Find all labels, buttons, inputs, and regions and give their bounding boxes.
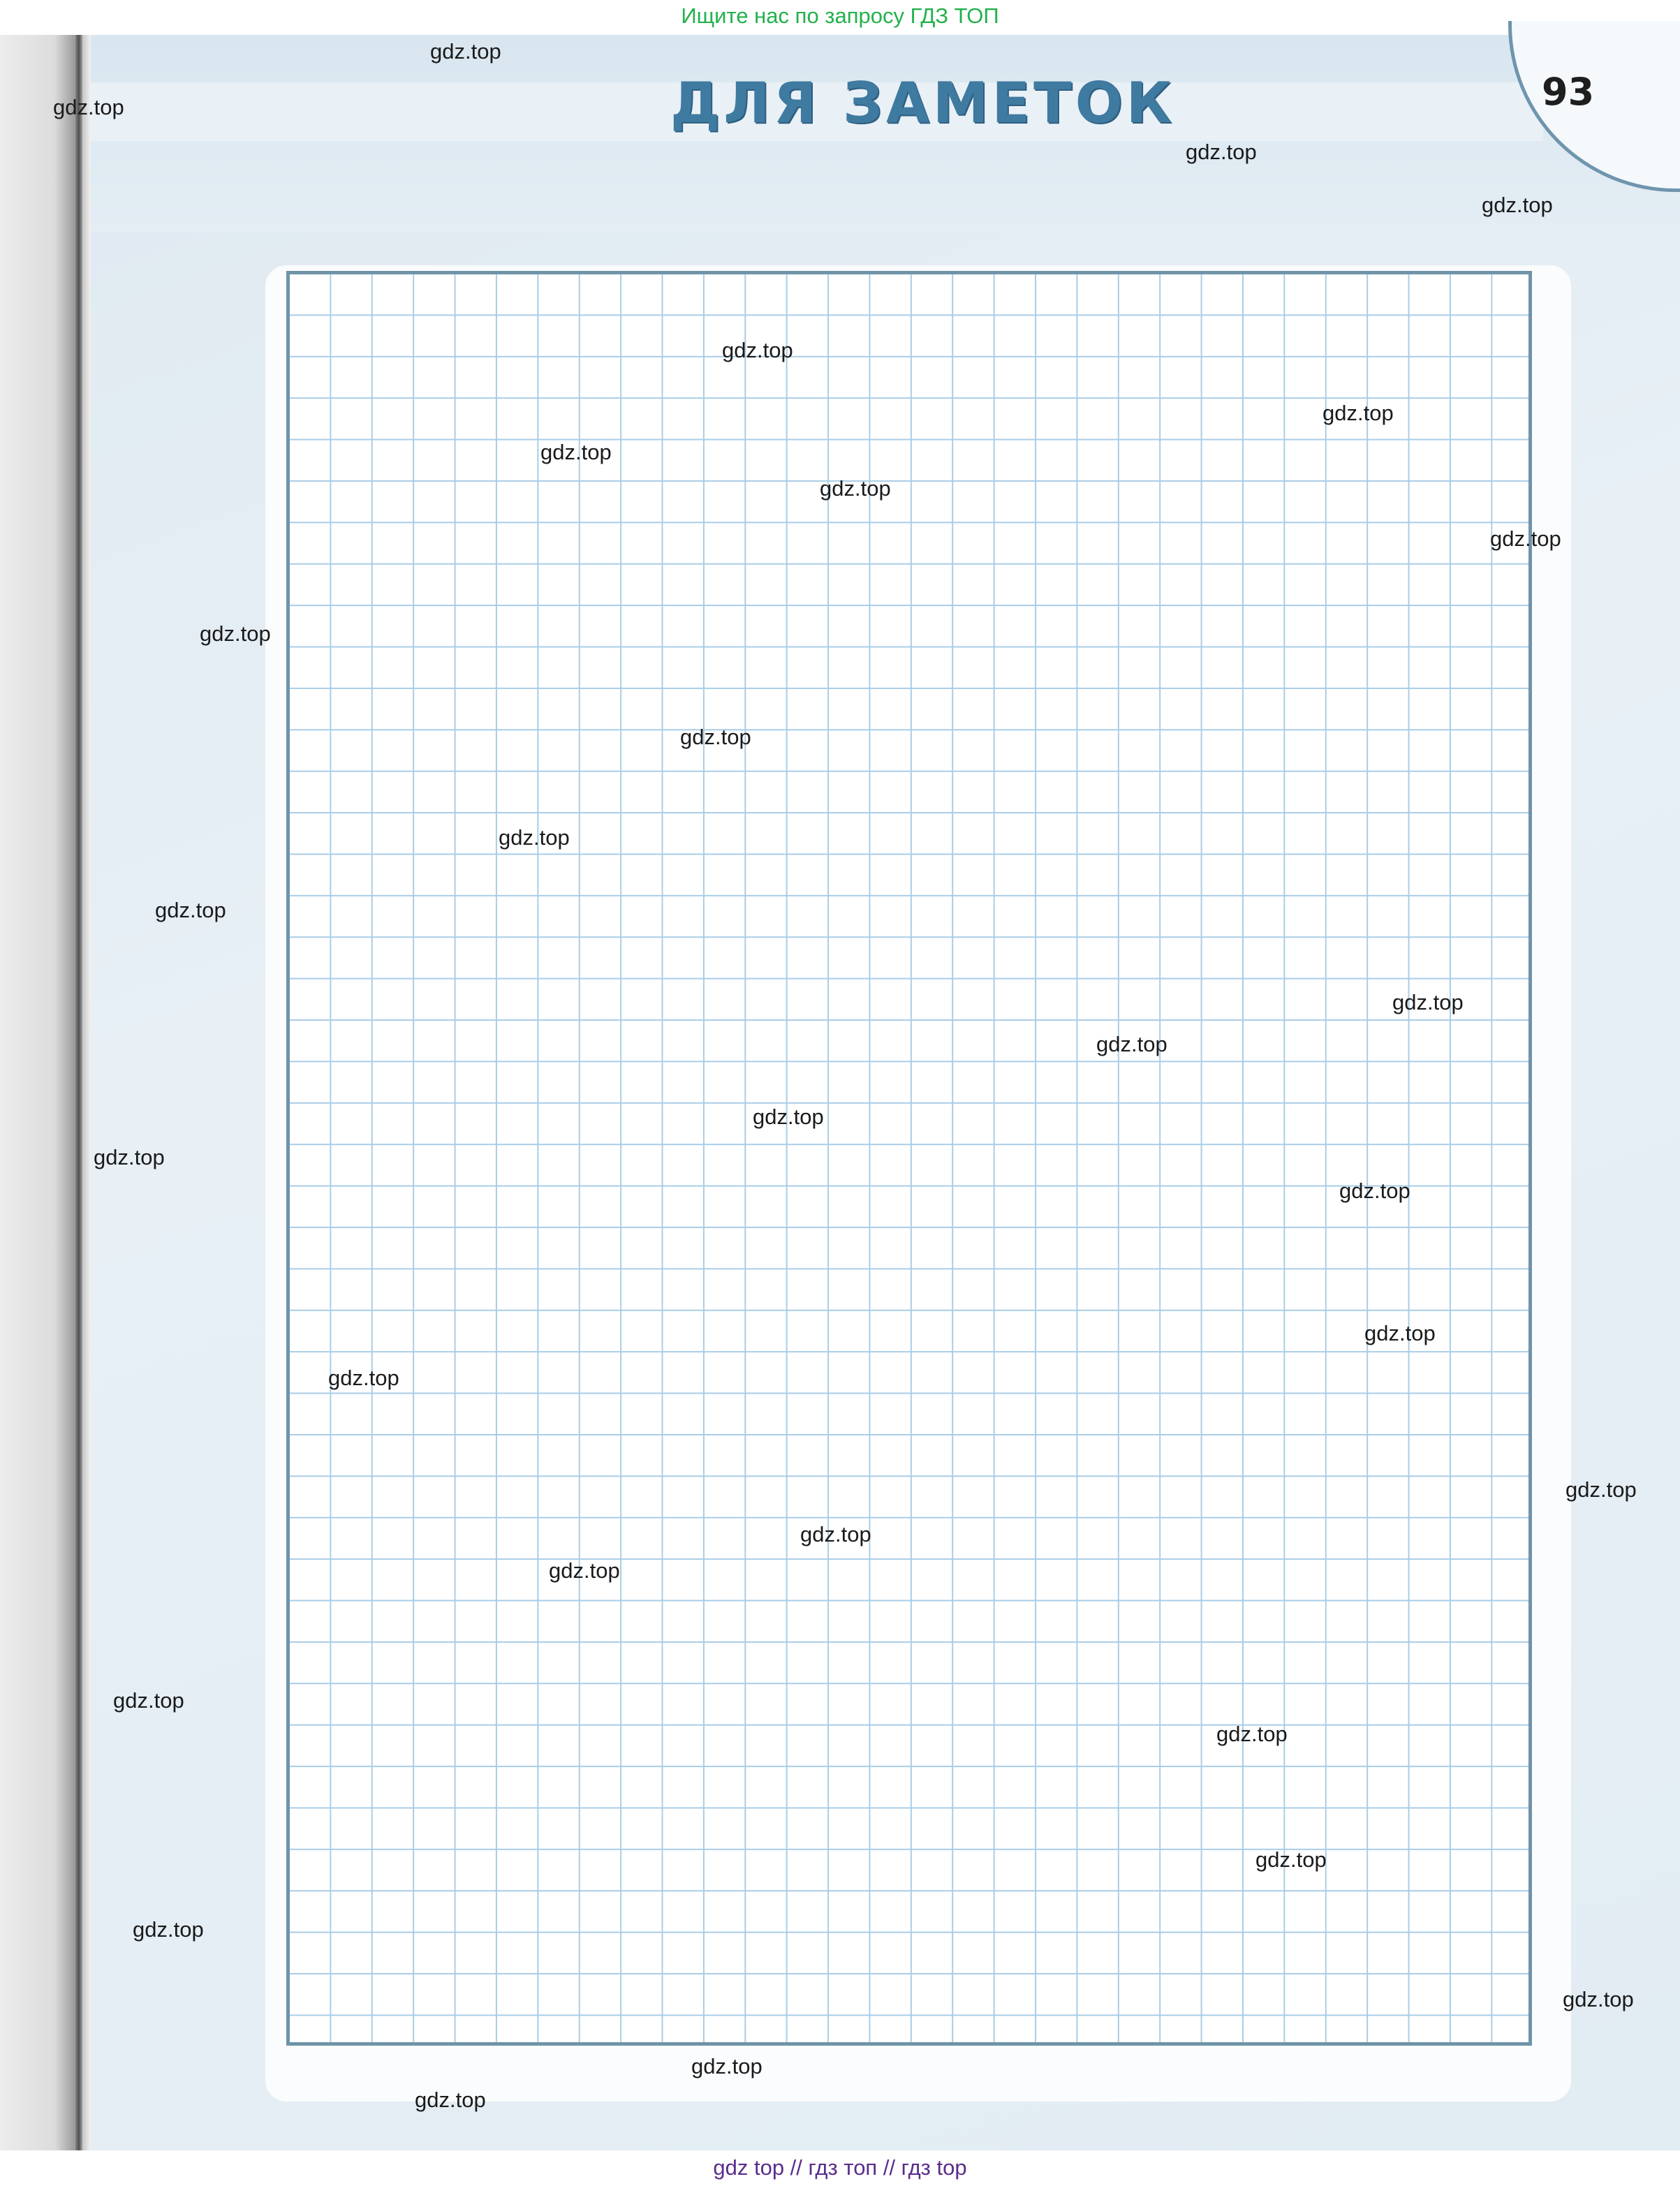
watermark: gdz.top xyxy=(1186,140,1257,164)
book-spine-fold xyxy=(75,35,82,2150)
watermark: gdz.top xyxy=(1565,1477,1637,1502)
watermark: gdz.top xyxy=(1490,526,1561,551)
watermark: gdz.top xyxy=(1339,1179,1410,1203)
watermark: gdz.top xyxy=(549,1558,620,1583)
watermark: gdz.top xyxy=(430,39,501,64)
watermark: gdz.top xyxy=(499,825,570,850)
watermark: gdz.top xyxy=(1322,401,1394,425)
watermark: gdz.top xyxy=(800,1522,871,1546)
watermark: gdz.top xyxy=(113,1688,184,1713)
promo-banner[interactable]: Ищите нас по запросу ГДЗ ТОП xyxy=(0,0,1680,34)
watermark: gdz.top xyxy=(680,725,751,749)
watermark: gdz.top xyxy=(540,440,612,464)
watermark: gdz.top xyxy=(753,1105,824,1129)
watermark: gdz.top xyxy=(820,476,891,501)
watermark: gdz.top xyxy=(691,2054,762,2078)
watermark: gdz.top xyxy=(53,95,124,119)
notes-grid xyxy=(286,271,1532,2046)
watermark: gdz.top xyxy=(328,1366,399,1390)
watermark: gdz.top xyxy=(133,1917,204,1942)
footer-links[interactable]: gdz top // гдз топ // гдз top xyxy=(0,2150,1680,2186)
watermark: gdz.top xyxy=(1563,1987,1634,2011)
watermark: gdz.top xyxy=(1096,1032,1167,1056)
watermark: gdz.top xyxy=(1392,990,1464,1014)
watermark: gdz.top xyxy=(155,898,226,922)
watermark: gdz.top xyxy=(1482,193,1553,217)
watermark: gdz.top xyxy=(722,338,793,362)
watermark: gdz.top xyxy=(1255,1847,1327,1872)
page-number: 93 xyxy=(1542,70,1595,114)
watermark: gdz.top xyxy=(1364,1321,1436,1345)
page-title: ДЛЯ ЗАМЕТОК xyxy=(670,71,1176,135)
watermark: gdz.top xyxy=(415,2088,486,2112)
watermark: gdz.top xyxy=(94,1145,165,1169)
watermark: gdz.top xyxy=(1216,1722,1288,1746)
watermark: gdz.top xyxy=(200,621,271,646)
